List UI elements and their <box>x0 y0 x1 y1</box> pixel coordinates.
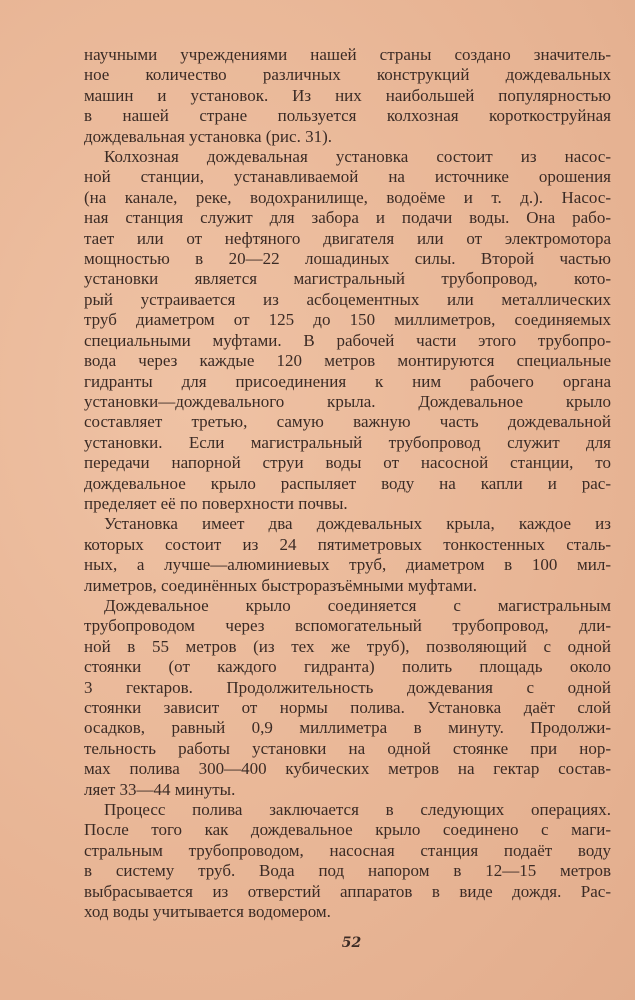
text-line: тает или от нефтяного двигателя или от электромотора <box>84 228 611 248</box>
text-line: дождевальное крыло распыляет воду на капли и рас- <box>84 473 611 493</box>
text-line: стоянки зависит от нормы полива. Установка даёт слой <box>84 698 611 717</box>
text-line: установки—дождевального крыла. Дождевальное крыло <box>84 391 611 411</box>
paragraph <box>84 45 611 147</box>
text-line: дождевальная установка (рис. 31). <box>84 126 332 146</box>
text-line: в систему труб. Вода под напором в 12—15 метров <box>84 861 611 881</box>
text-line: составляет третью, самую важную часть дождевальной <box>84 412 611 432</box>
text-line: специальными муфтами. В рабочей части этого трубопро- <box>84 330 611 350</box>
text-line: ляет 33—44 минуты. <box>84 779 236 799</box>
text-line: (на канале, реке, водохранилище, водоёме и т. д.). Насос- <box>84 187 611 207</box>
text-line: 3 гектаров. Продолжительность дождевания с одной <box>84 677 611 697</box>
paragraph <box>84 514 611 596</box>
text-line: пределяет её по поверхности почвы. <box>84 493 348 513</box>
text-line: рый устраивается из асбоцементных или металлических <box>84 289 611 309</box>
page-number: 52 <box>341 935 362 952</box>
text-line: в нашей стране пользуется колхозная короткоструйная <box>84 106 611 126</box>
text-line: установки является магистральный трубопровод, кото- <box>84 269 611 289</box>
page-body-text <box>84 45 611 922</box>
text-line: стоянки (от каждого гидранта) полить площадь около <box>84 657 611 677</box>
paragraph <box>84 596 611 800</box>
text-line: гидранты для присоединения к ним рабочего органа <box>84 371 611 391</box>
text-line: тельность работы установки на одной стоянке при нор- <box>84 738 611 758</box>
text-line: ход воды учитывается водомером. <box>84 902 331 922</box>
text-line: ная станция служит для забора и подачи воды. Она рабо- <box>84 208 611 228</box>
paragraph <box>84 147 611 514</box>
text-line: мах полива 300—400 кубических метров на гектар состав- <box>84 759 611 779</box>
text-line: вода через каждые 120 метров монтируются специальные <box>84 351 611 371</box>
text-line: мощностью в 20—22 лошадиных силы. Второй частью <box>84 249 611 269</box>
text-line: установки. Если магистральный трубопровод служит для <box>84 432 611 452</box>
text-line: лиметров, соединённых быстроразъёмными муфтами. <box>84 575 477 595</box>
text-line: стральным трубопроводом, насосная станция подаёт воду <box>84 840 611 860</box>
text-line: машин и установок. Из них наибольшей популярностью <box>84 85 611 105</box>
paragraph <box>84 800 611 922</box>
text-line: труб диаметром от 125 до 150 миллиметров, соединяемых <box>84 310 611 330</box>
text-line: ной в 55 метров (из тех же труб), позволяющий с одной <box>84 636 611 656</box>
text-line: После того как дождевальное крыло соединено с маги- <box>84 820 611 840</box>
text-line: Процесс полива заключается в следующих операциях. <box>104 800 611 820</box>
text-line: выбрасывается из отверстий аппаратов в виде дождя. Рас- <box>84 881 611 901</box>
text-line: ной станции, устанавливаемой на источнике орошения <box>84 167 611 187</box>
text-line: Дождевальное крыло соединяется с магистральным <box>104 595 611 615</box>
text-line: которых состоит из 24 пятиметровых тонкостенных сталь- <box>84 534 611 554</box>
text-line: научными учреждениями нашей страны создано значитель- <box>84 45 611 64</box>
text-line: ное количество различных конструкций дождевальных <box>84 65 611 85</box>
text-line: Установка имеет два дождевальных крыла, каждое из <box>104 514 611 534</box>
text-line: Колхозная дождевальная установка состоит из насос- <box>104 147 611 167</box>
text-line: ных, а лучше—алюминиевых труб, диаметром в 100 мил- <box>84 555 611 575</box>
text-line: передачи напорной струи воды от насосной станции, то <box>84 453 611 473</box>
text-line: трубопроводом через вспомогательный трубопровод, дли- <box>84 616 611 636</box>
text-line: осадков, равный 0,9 миллиметра в минуту. Продолжи- <box>84 718 611 738</box>
